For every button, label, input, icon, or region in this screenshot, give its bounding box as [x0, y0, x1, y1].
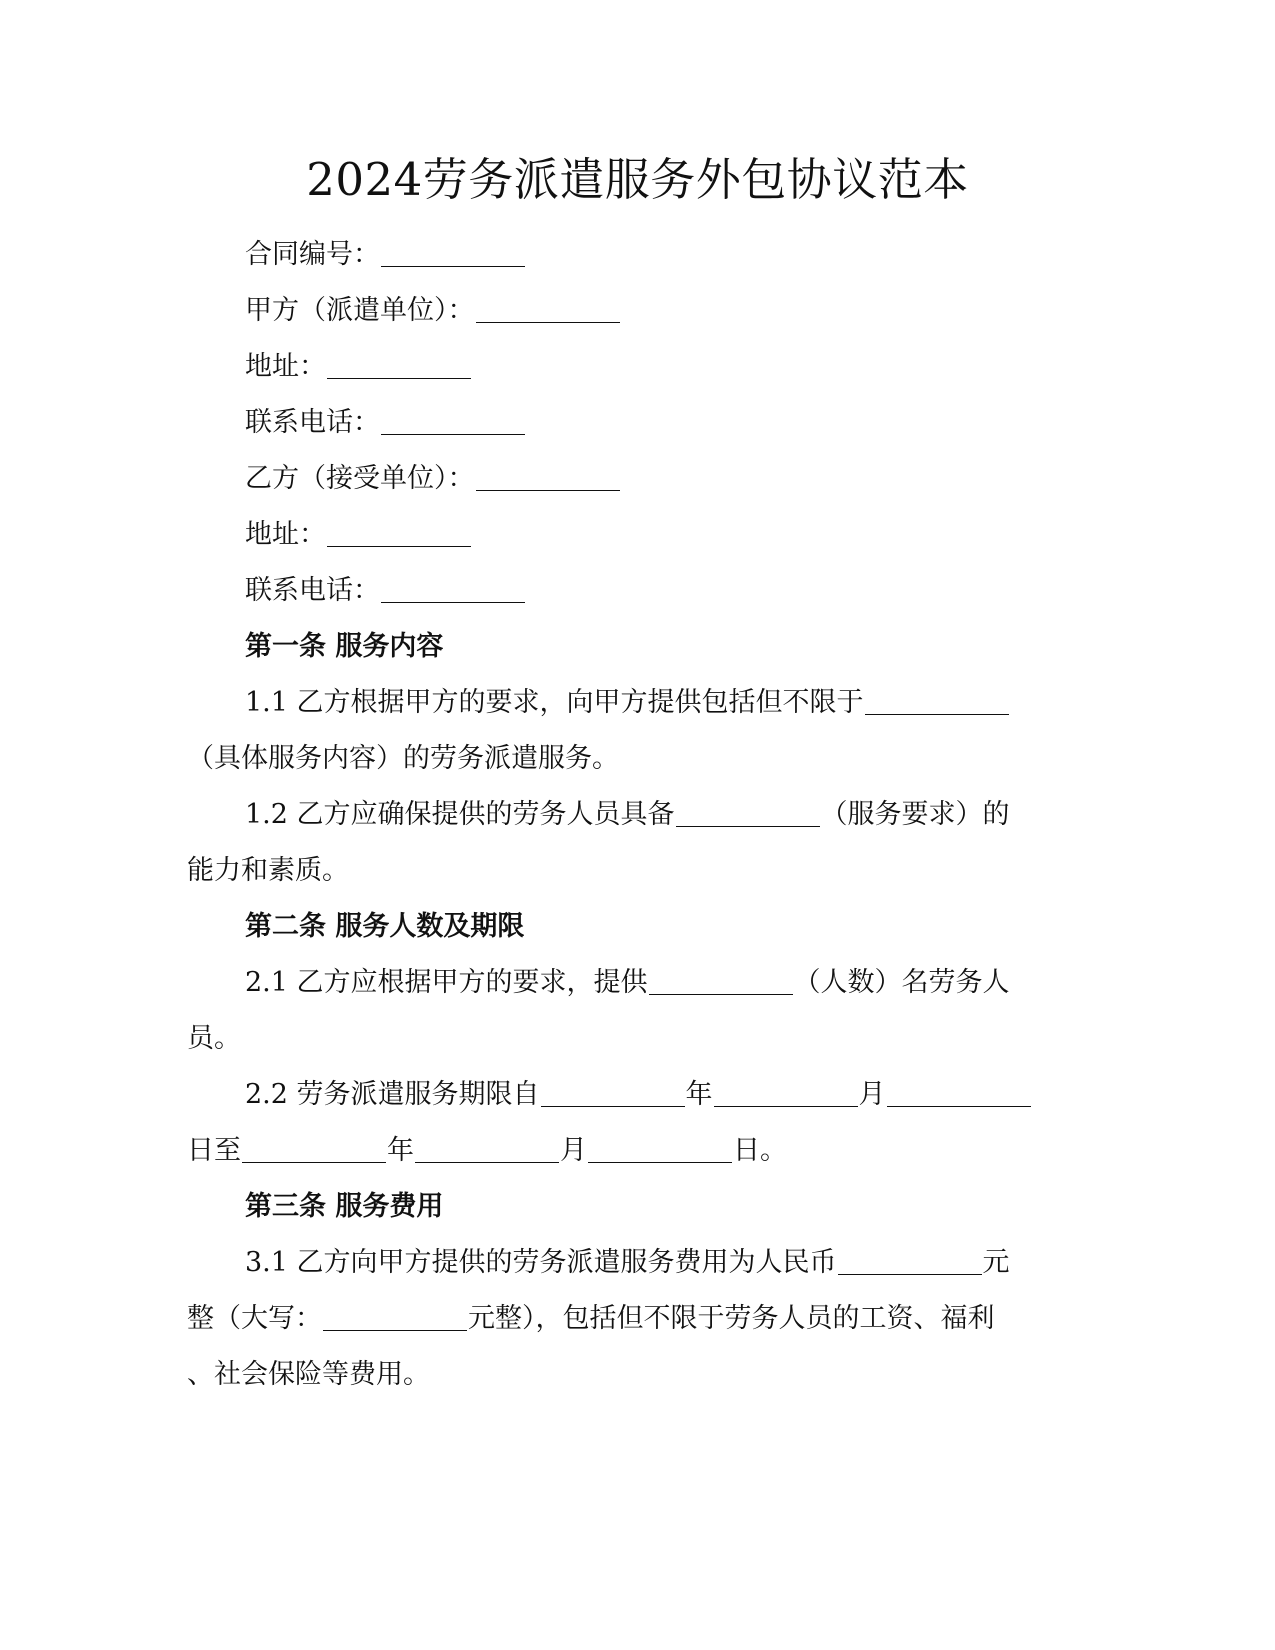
party-a-address-line	[245, 349, 472, 385]
document-title: 2024劳务派遣服务外包协议范本	[306, 153, 969, 206]
clause-2-1-line-2: 员。	[187, 1023, 241, 1054]
clause-1-1-line-2: （具体服务内容）的劳务派遣服务。	[187, 743, 619, 774]
clause-2-1-text-end: （人数）名劳务人	[793, 967, 1010, 998]
party-a-blank[interactable]	[476, 321, 620, 323]
fee-currency-label: 元	[982, 1247, 1010, 1278]
party-b-address-label: 地址：	[245, 519, 326, 550]
end-day-blank[interactable]	[588, 1161, 732, 1163]
party-b-address-blank[interactable]	[327, 545, 471, 547]
contract-number-label: 合同编号：	[245, 239, 380, 270]
clause-1-2-line-1	[245, 797, 1010, 833]
clause-3-1-text-cont: 元整），包括但不限于劳务人员的工资、福利	[468, 1303, 995, 1334]
clause-2-1-text: 2.1 乙方应根据甲方的要求，提供	[245, 967, 648, 998]
party-b-phone-line	[245, 573, 526, 609]
clause-1-2-text-end: （服务要求）的	[820, 799, 1010, 830]
clause-1-1-text: 1.1 乙方根据甲方的要求，向甲方提供包括但不限于	[245, 687, 864, 718]
end-month-blank[interactable]	[415, 1161, 559, 1163]
contract-number-line	[245, 237, 526, 273]
party-b-address-line	[245, 517, 472, 553]
party-a-address-label: 地址：	[245, 351, 326, 382]
clause-3-1-line-1	[245, 1245, 1010, 1281]
fee-amount-blank[interactable]	[838, 1273, 982, 1275]
article-2-heading: 第二条 服务人数及期限	[245, 911, 525, 942]
end-month-label: 月	[560, 1135, 587, 1166]
party-b-label: 乙方（接受单位）：	[245, 463, 475, 494]
clause-3-1-line-3: 、社会保险等费用。	[187, 1359, 430, 1390]
party-b-phone-label: 联系电话：	[245, 575, 380, 606]
party-a-phone-blank[interactable]	[381, 433, 525, 435]
start-day-blank[interactable]	[887, 1105, 1031, 1107]
party-b-blank[interactable]	[476, 489, 620, 491]
headcount-blank[interactable]	[649, 993, 793, 995]
fee-capital-blank[interactable]	[323, 1329, 467, 1331]
party-a-phone-line	[245, 405, 526, 441]
service-requirement-blank[interactable]	[676, 825, 820, 827]
article-1-heading: 第一条 服务内容	[245, 631, 444, 662]
clause-1-1-line-1	[245, 685, 1010, 721]
party-a-phone-label: 联系电话：	[245, 407, 380, 438]
contract-number-blank[interactable]	[381, 265, 525, 267]
start-month-blank[interactable]	[714, 1105, 858, 1107]
clause-2-2-text: 2.2 劳务派遣服务期限自	[245, 1079, 540, 1110]
clause-2-1-line-1	[245, 965, 1010, 1001]
start-month-label: 月	[858, 1079, 886, 1110]
clause-1-2-text: 1.2 乙方应确保提供的劳务人员具备	[245, 799, 675, 830]
start-year-blank[interactable]	[541, 1105, 685, 1107]
end-year-label: 年	[387, 1135, 414, 1166]
party-a-line	[245, 293, 621, 329]
fee-capital-label: 整（大写：	[187, 1303, 322, 1334]
start-year-label: 年	[685, 1079, 713, 1110]
clause-2-2-line-1	[245, 1077, 1032, 1113]
clause-1-2-line-2: 能力和素质。	[187, 855, 349, 886]
start-day-label: 日至	[187, 1135, 241, 1166]
party-b-phone-blank[interactable]	[381, 601, 525, 603]
clause-2-2-line-2	[187, 1133, 787, 1169]
clause-3-1-line-2	[187, 1301, 995, 1337]
end-day-label: 日。	[733, 1135, 787, 1166]
party-a-label: 甲方（派遣单位）：	[245, 295, 475, 326]
party-a-address-blank[interactable]	[327, 377, 471, 379]
party-b-line	[245, 461, 621, 497]
article-3-heading: 第三条 服务费用	[245, 1191, 444, 1222]
clause-3-1-text: 3.1 乙方向甲方提供的劳务派遣服务费用为人民币	[245, 1247, 837, 1278]
service-content-blank[interactable]	[865, 713, 1009, 715]
end-year-blank[interactable]	[242, 1161, 386, 1163]
